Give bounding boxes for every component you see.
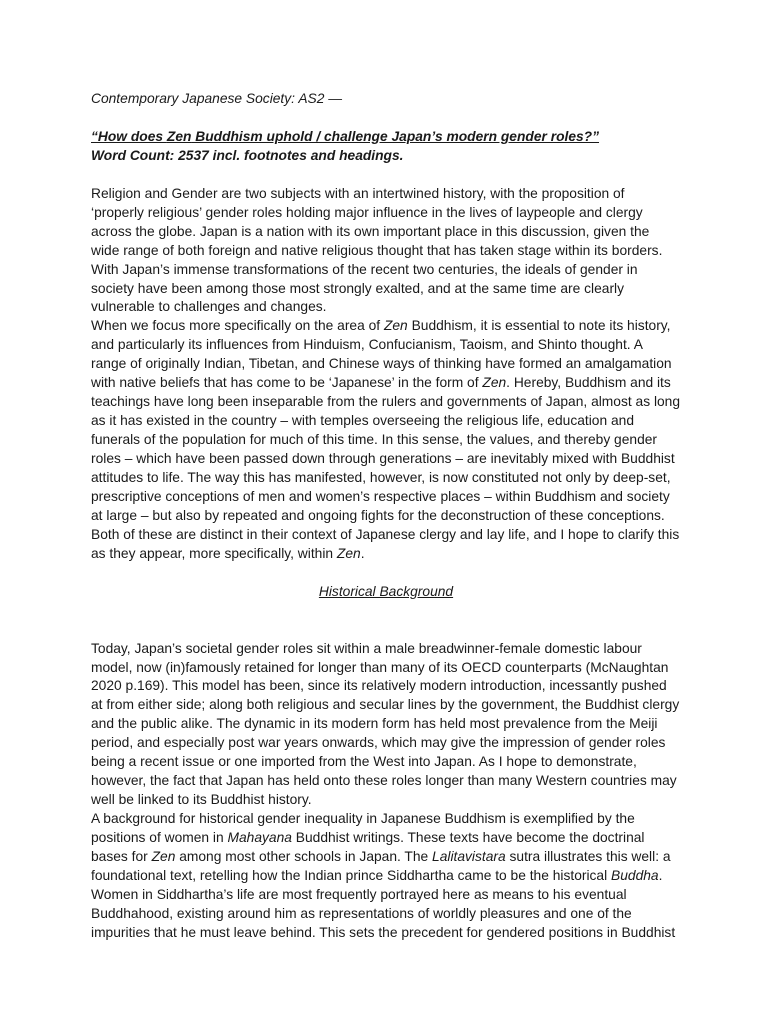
- text-run: .: [360, 545, 365, 561]
- question-zen: Zen: [166, 128, 192, 144]
- emphasis: Lalitavistara: [432, 849, 506, 865]
- text-run: When we focus more specifically on the area of: [91, 318, 384, 334]
- emphasis: Zen: [336, 545, 361, 561]
- word-count: Word Count: 2537 incl. footnotes and headings.: [91, 147, 404, 163]
- question-open: “How does: [91, 128, 167, 144]
- section-heading: Historical Background: [318, 583, 454, 599]
- emphasis: Buddha: [611, 868, 659, 883]
- spacer: [91, 602, 681, 621]
- spacer: [91, 564, 681, 583]
- spacer: [91, 109, 681, 128]
- spacer: [91, 166, 681, 185]
- text-run: Buddhist writings. These texts have become the doctrinal bases for: [91, 830, 645, 865]
- essay-question: [91, 128, 681, 147]
- text-run: . Hereby, Buddhism and its teachings have long been inseparable from the rulers and governments of Japan, almost as long as it has existed in the country – with temples overseeing the religious life, education and funerals of the population for much of this time. In this sense, the values, and thereby gender roles – which have been passed down through generations – are inevitably mixed with Buddhist attitudes to life. The way this has manifested, however, is now constituted not only by deep-set, prescriptive conceptions of men and women’s respective places – within Buddhism and society at large – but also by repeated and ongoing fights for the deconstruction of these conceptions. Both of these are distinct in their context of Japanese clergy and lay life, and I hope to clarify this as they appear, more specifically, within: [91, 375, 681, 561]
- document-body: [91, 90, 681, 943]
- text-run: Buddhism, it is essential to note its history, and particularly its influences from Hinduism, Confucianism, Taoism, and Shinto thought. A range of originally Indian, Tibetan, and Chinese ways of thinking have formed an amalgamation with native beliefs that has come to be ‘Japanese’ in the form of: [91, 318, 672, 391]
- text-run: A background for historical gender inequality in Japanese Buddhism is exemplified by the positions of women in: [91, 811, 635, 846]
- emphasis: Mahayana: [227, 830, 292, 846]
- question-rest: Buddhism uphold / challenge Japan’s modern gender roles?”: [191, 128, 600, 144]
- paragraph-intro-2: [91, 317, 681, 563]
- paragraph-background-1: Today, Japan’s societal gender roles sit within a male breadwinner-female domestic labour model, now (in)famously retained for longer than many of its OECD counterparts (McNaughtan 2020 p.169). This model has been, since its relatively modern introduction, incessantly pushed at from either side; along both religious and secular lines by the government, the Buddhist clergy and the public alike. The dynamic in its modern form has held most prevalence from the Meiji period, and especially post war years onwards, which may give the impression of gender roles being a recent issue or one imported from the West into Japan. As I hope to demonstrate, however, the fact that Japan has held onto these roles longer than many Western countries may well be linked to its Buddhist history.: [91, 640, 680, 808]
- emphasis: Zen: [482, 375, 507, 391]
- text-run: sutra illustrates this well: a foundational text, retelling how the Indian prince Siddhartha came to be the historical: [91, 849, 671, 883]
- paragraph-intro-1: Religion and Gender are two subjects with an intertwined history, with the proposition of ‘properly religious’ gender roles holding major influence in the lives of laypeople and clergy across the globe. Japan is a nation with its own important place in this discussion, given the wide range of both foreign and native religious thought that has taken stage within its borders. With Japan’s immense transformations of the recent two centuries, the ideals of gender in society have been among those most strongly exalted, and at the same time are clearly vulnerable to challenges and changes.: [91, 185, 663, 315]
- text-run: among most other schools in Japan. The: [175, 849, 433, 865]
- paragraph-background-2: [91, 810, 681, 943]
- spacer: [91, 621, 681, 640]
- course-line: Contemporary Japanese Society: AS2 —: [91, 91, 343, 106]
- emphasis: Zen: [383, 318, 408, 334]
- emphasis: Zen: [151, 849, 176, 865]
- text-run: . Women in Siddhartha’s life are most frequently portrayed here as means to his eventual Buddhahood, existing around him as representations of worldly pleasures and one of the impurities that he must leave behind. This sets the precedent for gendered positions in Buddhist: [91, 868, 676, 940]
